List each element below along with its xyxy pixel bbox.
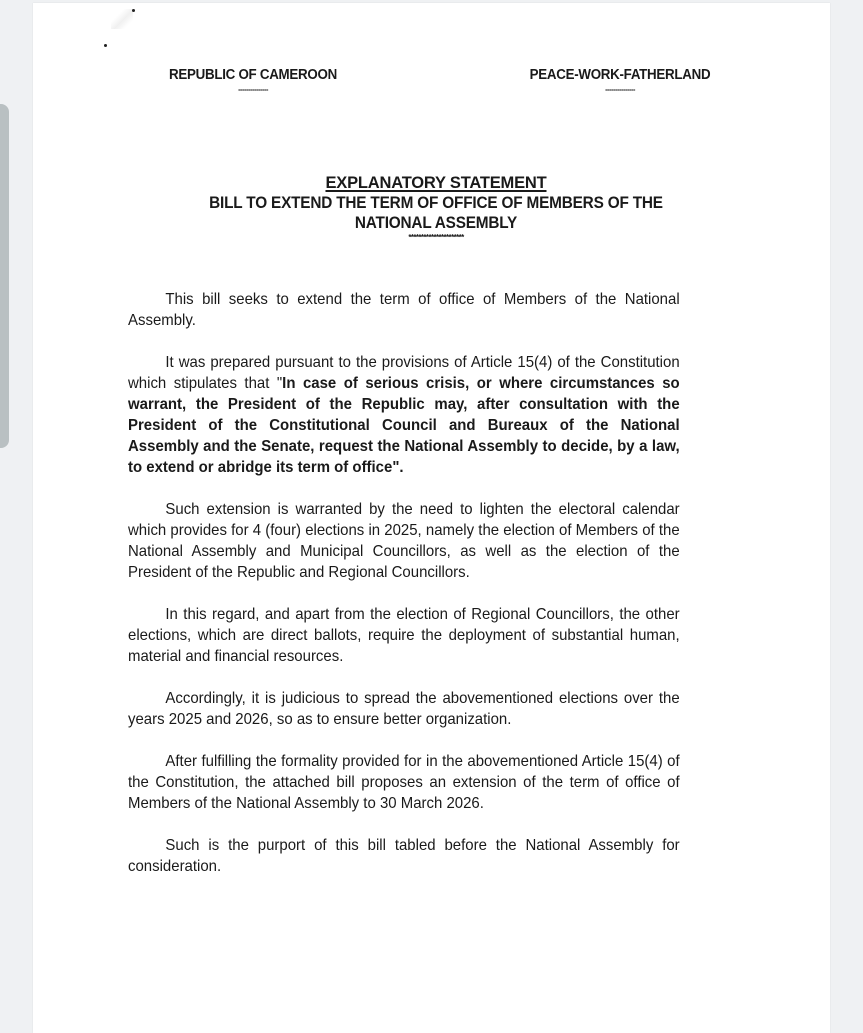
header-motto-separator: --------------- <box>605 85 635 94</box>
header-motto <box>514 67 726 95</box>
title-line-2: NATIONAL ASSEMBLY <box>354 214 518 232</box>
paragraph-3: Such extension is warranted by the need to lighten the electoral calendar which provides for 4 (four) elections in 2025, namely the election of Members of the National Assembly and Municipal Councillors, as well as the election of the President of the Republic and Regional Councillors. <box>128 501 680 581</box>
paragraph-2 <box>128 352 680 478</box>
title-line-1: BILL TO EXTEND THE TERM OF OFFICE OF MEMBERS OF THE <box>209 194 663 212</box>
header-country-separator: --------------- <box>238 85 268 94</box>
paragraph-1: This bill seeks to extend the term of office of Members of the National Assembly. <box>128 291 680 329</box>
paragraph-4: In this regard, and apart from the election of Regional Councillors, the other elections, which are direct ballots, require the deployment of substantial human, material and financial resources. <box>128 606 680 665</box>
scan-smudge <box>111 9 133 29</box>
document-title <box>161 173 711 243</box>
side-panel-handle[interactable] <box>0 104 9 448</box>
paragraph-7: Such is the purport of this bill tabled before the National Assembly for consideration. <box>128 837 680 875</box>
header-country <box>161 67 345 95</box>
scan-speck <box>104 44 107 47</box>
paragraph-2-end: ". <box>392 459 404 476</box>
title-heading: EXPLANATORY STATEMENT <box>325 174 547 192</box>
scan-speck <box>132 9 135 12</box>
header-country-text: REPUBLIC OF CAMEROON <box>169 67 337 83</box>
paragraph-6: After fulfilling the formality provided for in the abovementioned Article 15(4) of the Constitution, the attached bill proposes an extension of the term of office of Members of the National Assembly to 30 March 2026. <box>128 753 680 812</box>
title-separator: ********************** <box>408 233 464 242</box>
paragraph-5: Accordingly, it is judicious to spread the abovementioned elections over the years 2025 and 2026, so as to ensure better organization. <box>128 690 680 728</box>
header-motto-text: PEACE-WORK-FATHERLAND <box>529 67 711 83</box>
document-body <box>128 289 680 877</box>
paragraph-2-intro: It was prepared pursuant to the provisions of Article 15(4) of the Constitution which stipulates that " <box>128 354 680 392</box>
paragraph-2-quote: In case of serious crisis, or where circumstances so warrant, the President of the Republic may, after consultation with the President of the Constitutional Council and Bureaux of the National Assembly and the Senate, request the National Assembly to decide, by a law, to extend or abridge its term of office <box>128 375 680 476</box>
